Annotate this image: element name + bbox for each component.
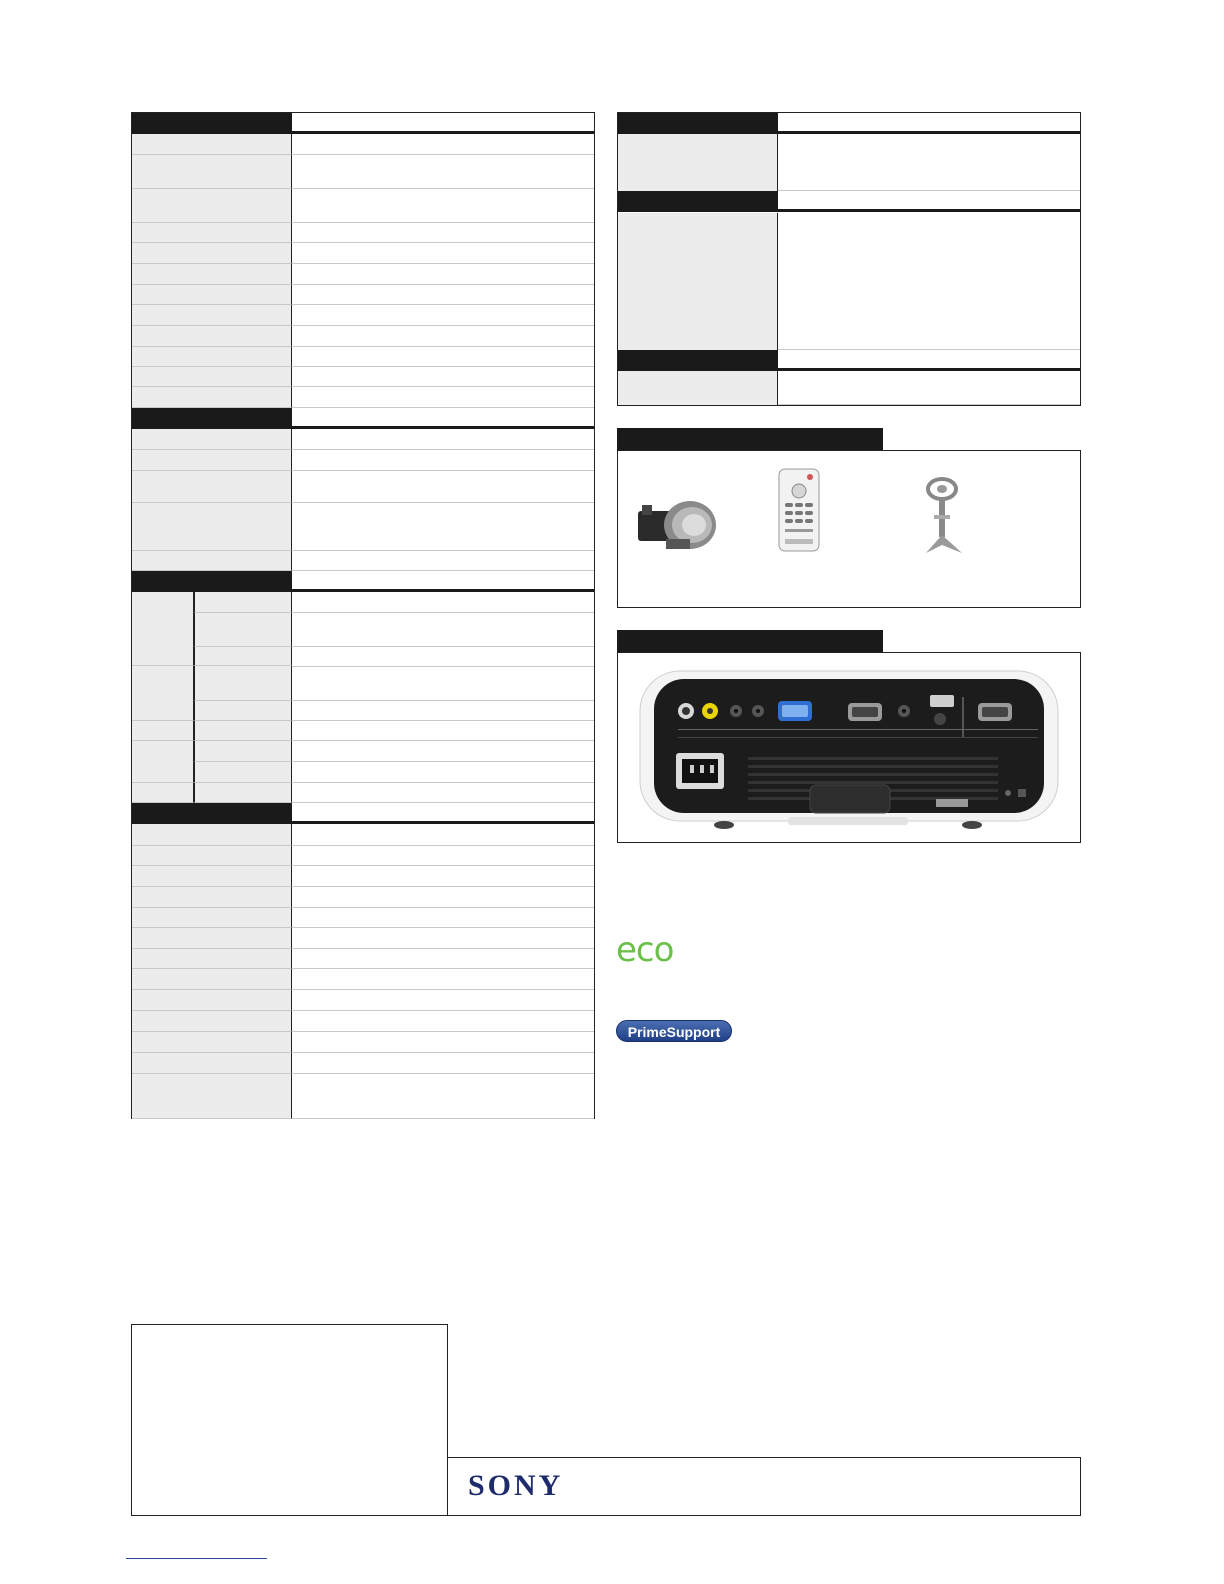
section-header-bar — [618, 113, 778, 134]
spec-label-cell — [132, 305, 292, 326]
spec-value-cell — [292, 969, 594, 990]
spec-label-cell — [132, 189, 292, 223]
spec-value-cell — [292, 326, 594, 347]
prime-support-badge: PrimeSupport — [616, 1020, 732, 1042]
spec-label-cell — [132, 155, 292, 189]
spec-group-label — [132, 741, 194, 783]
spec-value-cell — [292, 762, 594, 783]
spec-label-cell — [132, 1011, 292, 1032]
spec-value-cell — [292, 347, 594, 367]
spec-value-cell — [292, 721, 594, 741]
spec-sub-label — [194, 783, 292, 803]
spec-value-cell — [292, 783, 594, 803]
footer-top-rule — [447, 1457, 1081, 1458]
accessories-header — [617, 428, 883, 450]
spec-label-cell — [618, 134, 778, 191]
footer-link-underline — [126, 1558, 267, 1559]
spec-label-cell — [132, 928, 292, 949]
section-header-bar — [132, 408, 292, 429]
rear-panel-header — [617, 630, 883, 652]
spec-sub-label — [194, 613, 292, 647]
spec-value-cell — [292, 223, 594, 243]
spec-sub-label — [194, 721, 292, 741]
spec-sub-label — [194, 701, 292, 721]
spec-label-cell — [618, 371, 778, 405]
spec-value-cell — [292, 305, 594, 326]
spec-label-cell — [132, 1053, 292, 1074]
spec-value-cell — [292, 846, 594, 866]
spec-value-cell — [292, 243, 594, 264]
spec-value-cell — [292, 285, 594, 305]
spec-value-cell — [292, 592, 594, 613]
spec-group-label — [132, 666, 194, 721]
spec-label-cell — [132, 264, 292, 285]
spec-value-cell — [292, 503, 594, 551]
sony-logo: SONY — [468, 1469, 564, 1502]
section-header-bar — [132, 571, 292, 592]
ceiling-mount-icon — [916, 475, 972, 559]
spec-sub-label — [194, 741, 292, 762]
spec-value-cell — [292, 741, 594, 762]
spec-label-cell — [132, 824, 292, 846]
spec-table-left — [131, 112, 595, 1119]
spec-label-cell — [132, 367, 292, 387]
spec-group-label — [132, 721, 194, 741]
spec-value-cell — [292, 429, 594, 450]
remote-control-icon — [776, 467, 822, 553]
spec-value-cell — [292, 471, 594, 503]
spec-value-cell — [292, 189, 594, 223]
spec-value-cell — [778, 134, 1080, 191]
spec-sub-label — [194, 592, 292, 613]
spec-group-label — [132, 592, 194, 666]
spec-value-cell — [778, 213, 1080, 350]
accessories-box — [617, 450, 1081, 608]
spec-value-cell — [292, 824, 594, 846]
projector-lamp-icon — [636, 491, 720, 557]
spec-table-right — [617, 112, 1081, 406]
spec-label-cell — [132, 990, 292, 1011]
spec-label-cell — [132, 450, 292, 471]
spec-value-cell — [778, 371, 1080, 405]
spec-label-cell — [132, 866, 292, 887]
spec-label-cell — [132, 285, 292, 305]
spec-label-cell — [132, 1032, 292, 1053]
footer-bottom-rule — [447, 1515, 1081, 1516]
spec-label-cell — [132, 908, 292, 928]
spec-value-cell — [292, 866, 594, 887]
spec-label-cell — [132, 949, 292, 969]
spec-value-cell — [292, 551, 594, 571]
spec-value-cell — [292, 667, 594, 701]
spec-label-cell — [132, 503, 292, 551]
spec-label-cell — [132, 223, 292, 243]
spec-value-cell — [292, 701, 594, 721]
spec-value-cell — [292, 928, 594, 949]
section-header-bar — [618, 191, 778, 212]
spec-value-cell — [292, 647, 594, 667]
spec-label-cell — [132, 326, 292, 347]
spec-sub-label — [194, 666, 292, 701]
spec-label-cell — [132, 846, 292, 866]
spec-value-cell — [292, 949, 594, 969]
spec-label-cell — [132, 134, 292, 155]
spec-label-cell — [132, 347, 292, 367]
footer-right-border — [1080, 1457, 1081, 1516]
spec-value-cell — [292, 613, 594, 647]
projector-rear-panel-icon — [638, 665, 1060, 831]
spec-label-cell — [132, 471, 292, 503]
spec-value-cell — [292, 134, 594, 155]
spec-value-cell — [292, 1032, 594, 1053]
footer-left-box — [131, 1324, 448, 1516]
spec-value-cell — [292, 155, 594, 189]
spec-value-cell — [292, 450, 594, 471]
spec-value-cell — [292, 387, 594, 408]
spec-group-label — [132, 783, 194, 803]
spec-sub-label — [194, 647, 292, 666]
spec-value-cell — [292, 887, 594, 908]
spec-label-cell — [132, 887, 292, 908]
spec-label-cell — [132, 243, 292, 264]
spec-value-cell — [292, 908, 594, 928]
spec-label-cell — [132, 1074, 292, 1119]
eco-logo: eco — [616, 930, 674, 970]
section-header-bar — [132, 803, 292, 824]
section-header-bar — [618, 350, 778, 371]
spec-value-cell — [292, 367, 594, 387]
spec-value-cell — [292, 1011, 594, 1032]
spec-label-cell — [132, 551, 292, 571]
section-rule — [778, 209, 1080, 212]
spec-label-cell — [132, 429, 292, 450]
spec-value-cell — [292, 1053, 594, 1074]
spec-value-cell — [292, 990, 594, 1011]
rear-panel-box — [617, 652, 1081, 843]
spec-value-cell — [292, 264, 594, 285]
spec-value-cell — [292, 1074, 594, 1119]
spec-sub-label — [194, 762, 292, 783]
section-header-bar — [132, 113, 292, 134]
spec-label-cell — [132, 387, 292, 408]
spec-label-cell — [132, 969, 292, 990]
spec-label-cell — [618, 213, 778, 350]
